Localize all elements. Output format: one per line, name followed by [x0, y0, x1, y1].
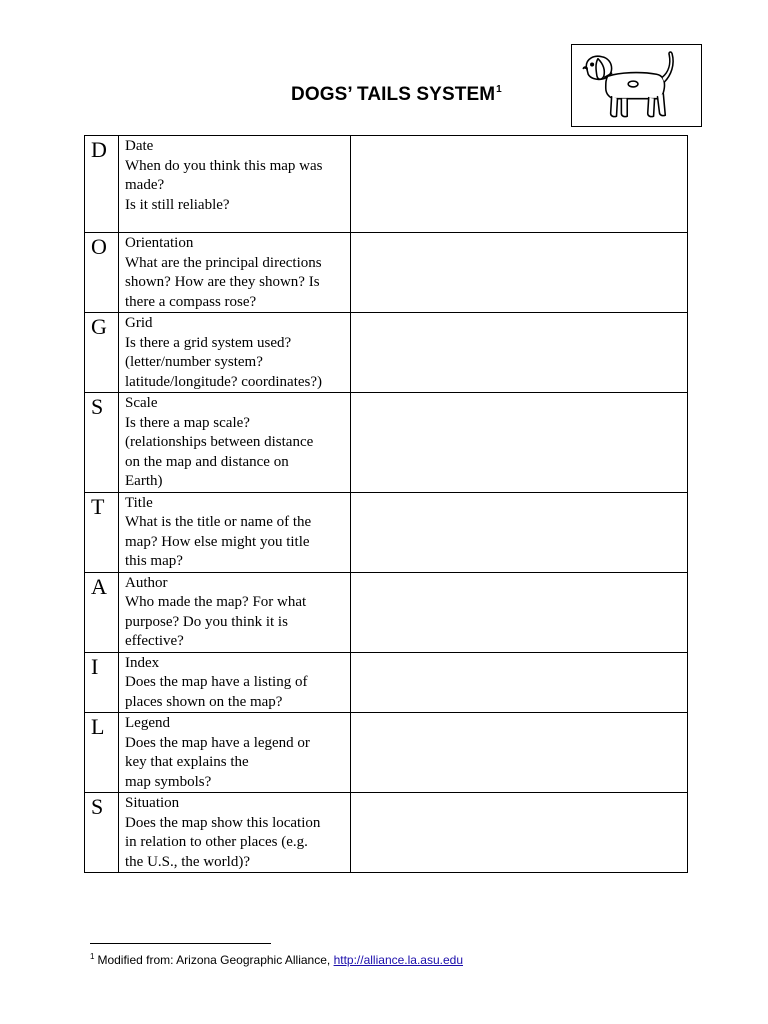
prompt-line: Who made the map? For what [125, 594, 307, 610]
prompt-line: Is there a map scale? [125, 414, 250, 431]
row-prompt [119, 313, 351, 393]
row-prompt [119, 652, 351, 713]
prompt-heading: Situation [125, 795, 180, 811]
title-text: DOGS’ TAILS SYSTEM [291, 84, 496, 105]
answer-cell[interactable] [351, 233, 688, 313]
row-prompt [119, 136, 351, 233]
table-row [85, 572, 688, 652]
footnote-link[interactable]: http://alliance.la.asu.edu [333, 953, 463, 967]
prompt-line: purpose? Do you think it is [125, 613, 288, 630]
prompt-line: What is the title or name of the [125, 514, 312, 530]
prompt-line: latitude/longitude? coordinates?) [125, 373, 323, 390]
table-row [85, 492, 688, 572]
row-letter: S [85, 793, 119, 873]
row-letter: D [85, 136, 119, 233]
row-prompt [119, 713, 351, 793]
row-letter: I [85, 652, 119, 713]
prompt-line: Is there a grid system used? [125, 334, 292, 351]
row-letter: T [85, 492, 119, 572]
answer-cell[interactable] [351, 492, 688, 572]
answer-cell[interactable] [351, 393, 688, 493]
answer-cell[interactable] [351, 313, 688, 393]
footnote-divider [90, 943, 271, 944]
prompt-line: places shown on the map? [125, 693, 283, 710]
prompt-line: (relationships between distance [125, 434, 314, 450]
row-prompt [119, 233, 351, 313]
table-row [85, 136, 688, 233]
prompt-heading: Legend [125, 715, 170, 731]
row-prompt [119, 572, 351, 652]
prompt-line: this map? [125, 553, 183, 569]
prompt-heading: Orientation [125, 235, 194, 251]
prompt-heading: Title [125, 494, 153, 511]
answer-cell[interactable] [351, 652, 688, 713]
table-row [85, 713, 688, 793]
table-row [85, 393, 688, 493]
prompt-line: (letter/number system? [125, 354, 263, 370]
prompt-line: effective? [125, 633, 184, 649]
answer-cell[interactable] [351, 713, 688, 793]
prompt-line: in relation to other places (e.g. [125, 834, 308, 850]
prompt-line: Does the map show this location [125, 814, 321, 831]
answer-cell[interactable] [351, 136, 688, 233]
table-row [85, 652, 688, 713]
title-footnote-mark: 1 [496, 84, 502, 95]
prompt-heading: Date [125, 138, 154, 154]
row-letter: O [85, 233, 119, 313]
prompt-heading: Grid [125, 315, 153, 331]
footnote-text: Modified from: Arizona Geographic Alliance, [97, 953, 334, 967]
row-prompt [119, 793, 351, 873]
prompt-line: When do you think this map was [125, 157, 323, 174]
prompt-line: on the map and distance on [125, 453, 289, 470]
prompt-heading: Author [125, 574, 168, 591]
table-row [85, 793, 688, 873]
row-letter: A [85, 572, 119, 652]
dog-icon [572, 45, 701, 126]
prompt-line: map? How else might you title [125, 533, 310, 550]
row-letter: S [85, 393, 119, 493]
prompt-line: Is it still reliable? [125, 196, 230, 213]
prompt-heading: Index [125, 654, 160, 671]
prompt-line: Earth) [125, 473, 163, 489]
prompt-line: What are the principal directions [125, 254, 322, 271]
row-letter: L [85, 713, 119, 793]
prompt-line: Does the map have a legend or [125, 734, 310, 751]
prompt-line: there a compass rose? [125, 293, 257, 310]
prompt-line: map symbols? [125, 773, 212, 790]
row-prompt [119, 492, 351, 572]
footnote [90, 952, 463, 967]
row-prompt [119, 393, 351, 493]
page-title [291, 84, 502, 106]
table-row [85, 233, 688, 313]
prompt-line: shown? How are they shown? Is [125, 274, 320, 290]
table-row [85, 313, 688, 393]
footnote-mark: 1 [90, 952, 95, 961]
prompt-line: Does the map have a listing of [125, 674, 308, 690]
prompt-line: key that explains the [125, 754, 249, 770]
dogs-tails-table [84, 135, 688, 873]
dog-illustration-box [571, 44, 702, 127]
prompt-line: made? [125, 177, 165, 193]
answer-cell[interactable] [351, 572, 688, 652]
prompt-heading: Scale [125, 395, 158, 411]
row-letter: G [85, 313, 119, 393]
answer-cell[interactable] [351, 793, 688, 873]
prompt-line: the U.S., the world)? [125, 853, 250, 870]
